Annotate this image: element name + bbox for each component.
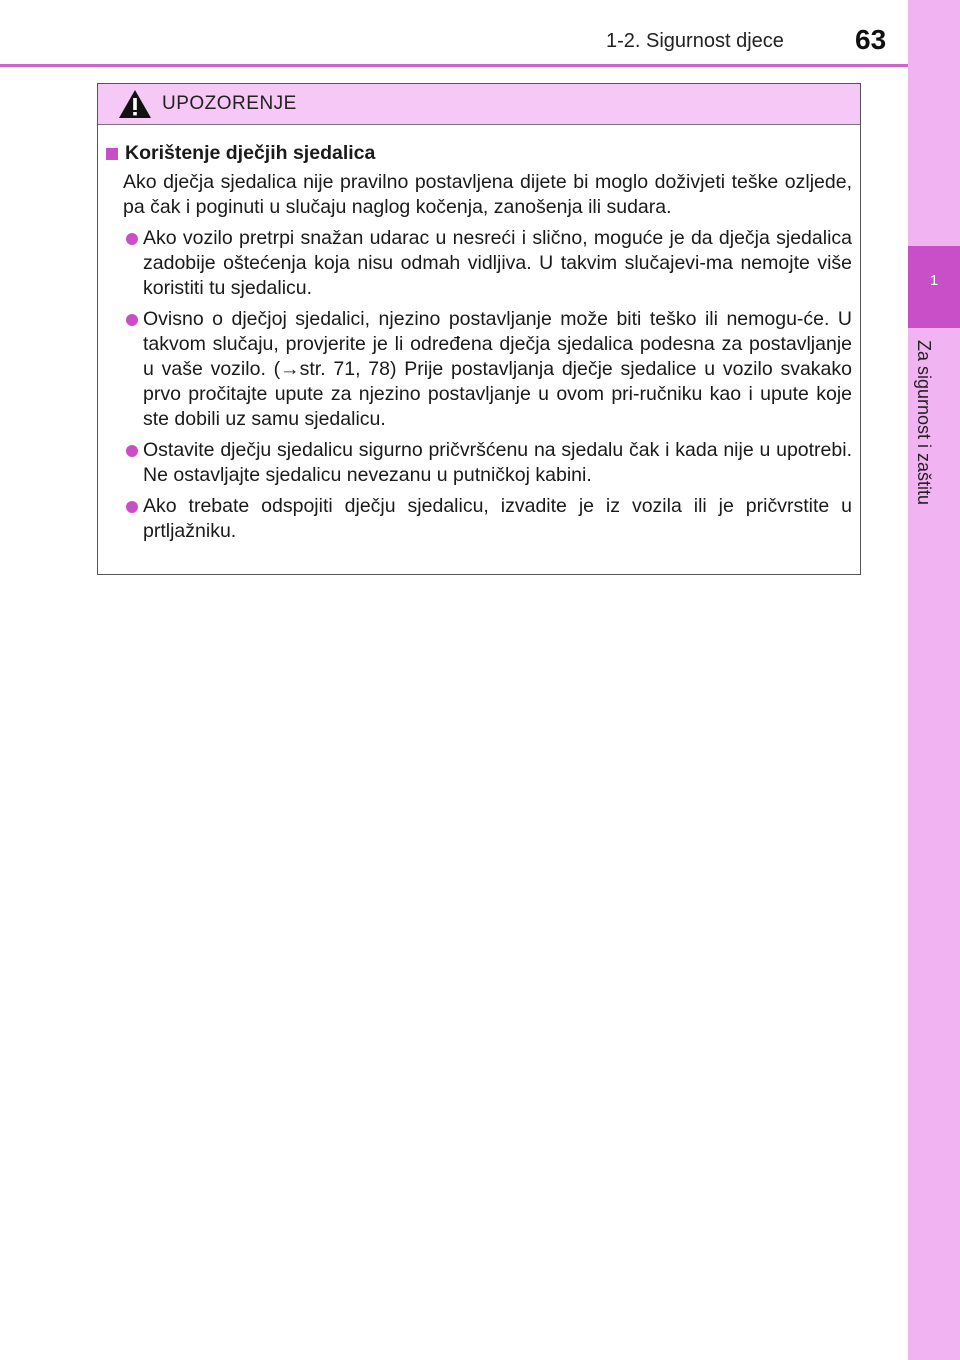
- warning-body: [98, 125, 860, 544]
- list-item-text: Ovisno o dječjoj sjedalici, njezino postavljanje može biti teško ili nemogu-će. U takvom slučaju, provjerite je li određena dječja sjedalica podesna za postavljanje u vaše vozilo. (→str. 71, 78) Prije postavljanja dječje sjedalice u vozilo svakako prvo pročitajte upute za njezino postavljanje u ovom pri-ručniku kao i upute koje ste dobili uz samu sjedalicu.: [143, 308, 852, 430]
- bullet-dot-icon: [126, 233, 138, 245]
- list-item: [106, 226, 852, 301]
- chapter-number-tab: 1: [908, 246, 960, 328]
- list-item-text: Ako vozilo pretrpi snažan udarac u nesreći i slično, moguće je da dječja sjedalica zadobije oštećenja koja nisu odmah vidljiva. U takvim slučajevi-ma nemojte više koristiti tu sjedalicu.: [143, 227, 852, 299]
- warning-box: [97, 83, 861, 575]
- list-item: [106, 307, 852, 432]
- list-item: [106, 438, 852, 488]
- warning-title: UPOZORENJE: [162, 93, 297, 114]
- side-tab: [908, 0, 960, 1360]
- warning-subheading: [106, 141, 852, 166]
- list-item-text: Ako trebate odspojiti dječju sjedalicu, izvadite je iz vozila ili je pričvrstite u prtljažniku.: [143, 495, 852, 542]
- warning-header: [98, 84, 860, 125]
- section-title: 1-2. Sigurnost djece: [606, 30, 784, 52]
- subheading-text: Korištenje dječjih sjedalica: [125, 142, 376, 164]
- header-divider: [0, 64, 908, 67]
- list-item-text: Ostavite dječju sjedalicu sigurno pričvršćenu na sjedalu čak i kada nije u upotrebi. Ne ostavljajte sjedalicu nevezanu u putničkoj kabini.: [143, 439, 852, 486]
- bullet-dot-icon: [126, 501, 138, 513]
- chapter-title: Za sigurnost i zaštitu: [914, 340, 934, 506]
- page-number: 63: [855, 24, 887, 55]
- square-bullet-icon: [106, 148, 118, 160]
- list-item: [106, 494, 852, 544]
- warning-triangle-icon: [118, 89, 152, 119]
- bullet-dot-icon: [126, 314, 138, 326]
- bullet-dot-icon: [126, 445, 138, 457]
- warning-intro: Ako dječja sjedalica nije pravilno postavljena dijete bi moglo doživjeti teške ozljede, pa čak i poginuti u slučaju naglog kočenja, zanošenja ili sudara.: [123, 171, 852, 218]
